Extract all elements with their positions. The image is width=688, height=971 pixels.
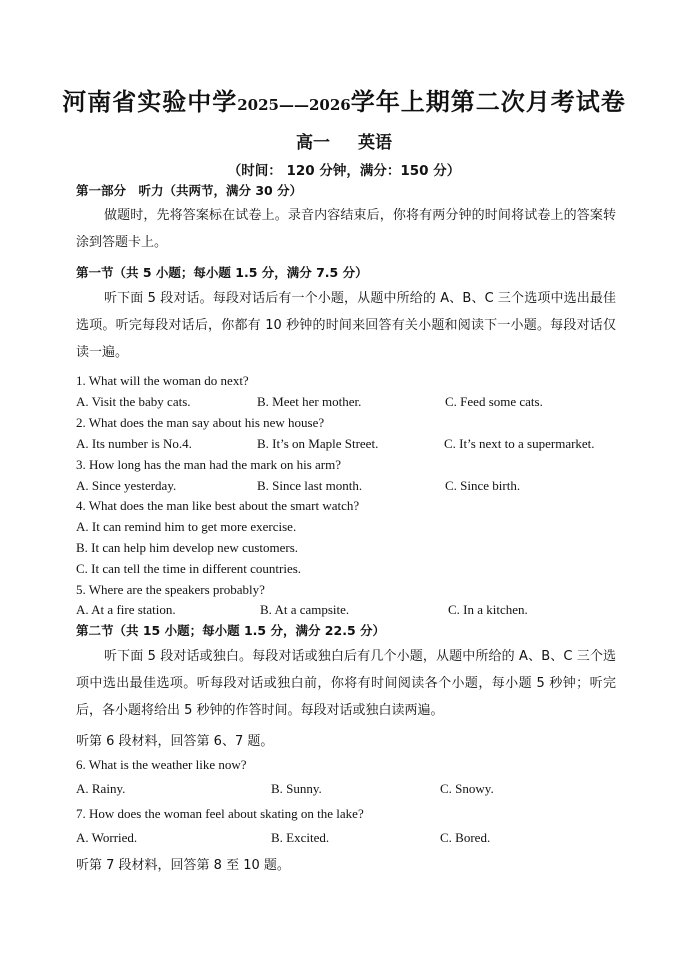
section1-heading: 第一节（共 5 小题；每小题 1.5 分，满分 7.5 分） bbox=[76, 265, 368, 280]
q2-option-b: B. It’s on Maple Street. bbox=[257, 436, 379, 451]
part1-intro: 做题时，先将答案标在试卷上。录音内容结束后，你将有两分钟的时间将试卷上的答案转涂到答题卡上。 bbox=[76, 208, 616, 250]
q3-option-c: C. Since birth. bbox=[445, 478, 521, 493]
part1-heading: 第一部分 听力（共两节，满分 30 分） bbox=[76, 183, 303, 198]
question-7: 7. How does the woman feel about skating on the lake? bbox=[76, 806, 364, 821]
exam-title bbox=[0, 82, 688, 117]
exam-subtitle bbox=[0, 128, 688, 153]
question-5: 5. Where are the speakers probably? bbox=[76, 582, 265, 597]
q7-option-a: A. Worried. bbox=[76, 830, 138, 845]
q4-option-b: B. It can help him develop new customers. bbox=[76, 540, 299, 555]
q3-option-b: B. Since last month. bbox=[257, 478, 363, 493]
q5-option-c: C. In a kitchen. bbox=[448, 602, 528, 617]
question-4: 4. What does the man like best about the smart watch? bbox=[76, 498, 360, 513]
question-3: 3. How long has the man had the mark on his arm? bbox=[76, 457, 341, 472]
q1-option-b: B. Meet her mother. bbox=[257, 394, 362, 409]
question-1: 1. What will the woman do next? bbox=[76, 373, 249, 388]
title-term: 学年上期第二次月考试卷 bbox=[350, 87, 626, 116]
question-2: 2. What does the man say about his new house? bbox=[76, 415, 325, 430]
q2-option-c: C. It’s next to a supermarket. bbox=[444, 436, 595, 451]
q1-option-c: C. Feed some cats. bbox=[445, 394, 543, 409]
q6-option-c: C. Snowy. bbox=[440, 781, 494, 796]
section1-instructions: 听下面 5 段对话。每段对话后有一个小题，从题中所给的 A、B、C 三个选项中选出最佳选项。听完每段对话后，你都有 10 秒钟的时间来回答有关小题和阅读下一小题。每段对话仅读一遍。 bbox=[76, 291, 616, 360]
q4-option-a: A. It can remind him to get more exercise. bbox=[76, 519, 297, 534]
section2-instructions: 听下面 5 段对话或独白。每段对话或独白后有几个小题，从题中所给的 A、B、C 三个选项中选出最佳选项。听每段对话或独白前，你将有时间阅读各个小题，每小题 5 秒钟；听完后，各小题将给出 5 秒钟的作答时间。每段对话或独白读两遍。 bbox=[76, 649, 616, 718]
q7-option-b: B. Excited. bbox=[271, 830, 330, 845]
q3-option-a: A. Since yesterday. bbox=[76, 478, 177, 493]
time-and-score: （时间： 120 分钟，满分：150 分） bbox=[227, 163, 461, 179]
q4-option-c: C. It can tell the time in different countries. bbox=[76, 561, 302, 576]
material-7-note: 听第 7 段材料，回答第 8 至 10 题。 bbox=[76, 858, 290, 873]
q6-option-a: A. Rainy. bbox=[76, 781, 126, 796]
question-6: 6. What is the weather like now? bbox=[76, 757, 247, 772]
q2-option-a: A. Its number is No.4. bbox=[76, 436, 192, 451]
q7-option-c: C. Bored. bbox=[440, 830, 491, 845]
title-school: 河南省实验中学 bbox=[62, 87, 238, 116]
q6-option-b: B. Sunny. bbox=[271, 781, 322, 796]
title-year: 2025——2026 bbox=[237, 96, 351, 114]
subject-label: 英语 bbox=[358, 133, 392, 153]
q5-option-a: A. At a fire station. bbox=[76, 602, 176, 617]
q1-option-a: A. Visit the baby cats. bbox=[76, 394, 191, 409]
section2-heading: 第二节（共 15 小题；每小题 1.5 分，满分 22.5 分） bbox=[76, 623, 385, 638]
material-6-note: 听第 6 段材料，回答第 6、7 题。 bbox=[76, 734, 274, 749]
grade-label: 高一 bbox=[296, 133, 330, 153]
q5-option-b: B. At a campsite. bbox=[260, 602, 350, 617]
